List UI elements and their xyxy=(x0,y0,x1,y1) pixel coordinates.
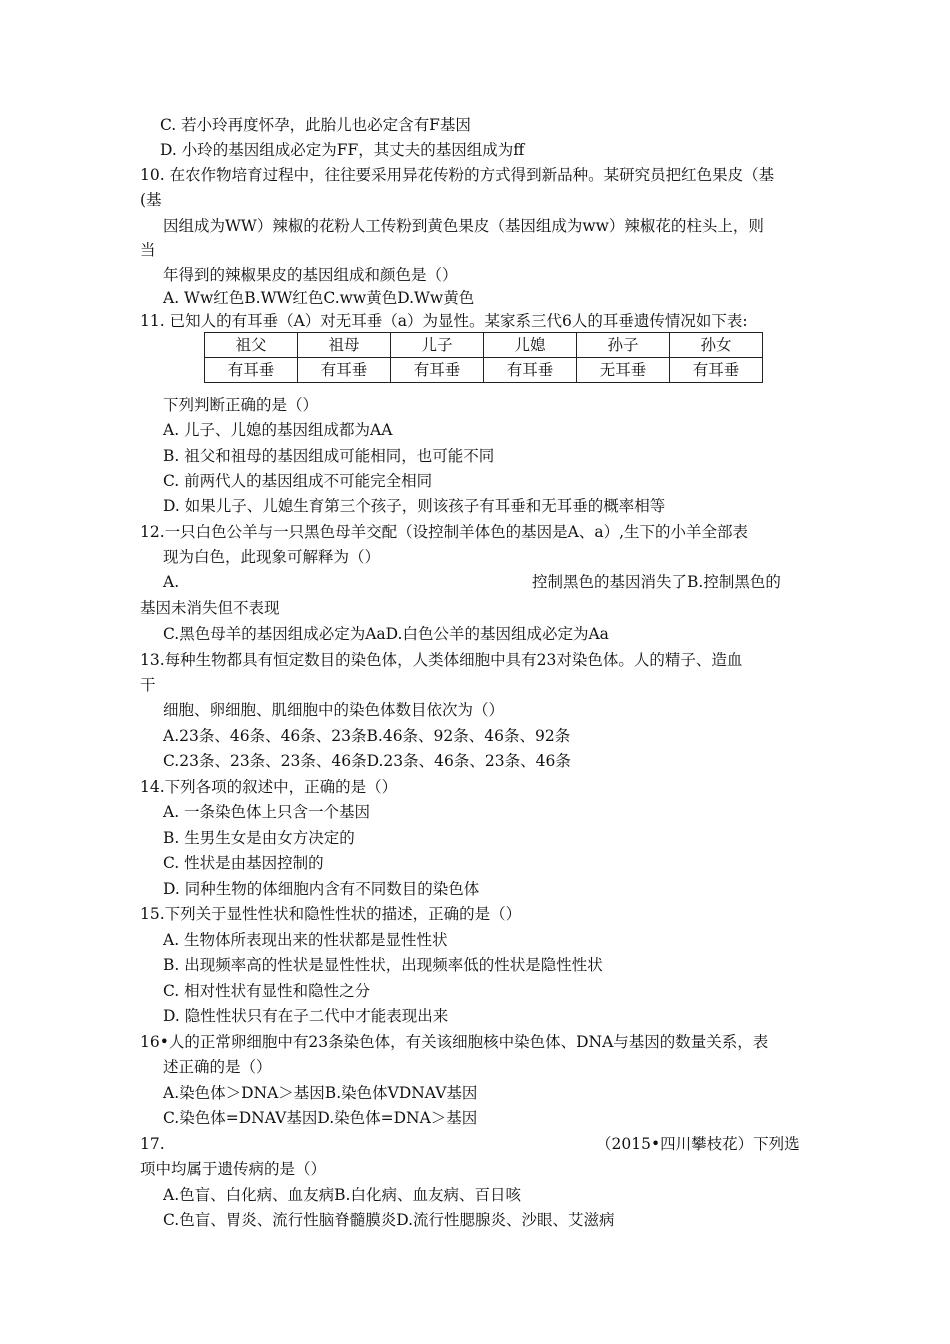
text-line: （2015•四川攀枝花）下列选 xyxy=(596,1135,800,1153)
table-header-cell: 儿子 xyxy=(391,333,484,358)
text-line: C. 相对性状有显性和隐性之分 xyxy=(163,982,371,1000)
text-line: C.染色体=DNAV基因D.染色体=DNA＞基因 xyxy=(163,1109,478,1127)
text-line: A. 儿子、儿媳的基因组成都为AA xyxy=(163,421,393,439)
text-line: 年得到的辣椒果皮的基因组成和颜色是（） xyxy=(163,266,458,284)
text-line: A. Ww红色B.WW红色C.ww黄色D.Ww黄色 xyxy=(163,289,475,307)
text-line: C.黑色母羊的基因组成必定为AaD.白色公羊的基因组成必定为Aa xyxy=(163,625,609,643)
text-line: 控制黑色的基因消失了B.控制黑色的 xyxy=(532,573,781,591)
text-line: 14.下列各项的叙述中，正确的是（） xyxy=(140,778,398,796)
text-line: 12.一只白色公羊与一只黑色母羊交配（设控制羊体色的基因是A、a）,生下的小羊全部表 xyxy=(140,523,749,541)
text-line: 下列判断正确的是（） xyxy=(163,396,319,414)
text-line: D. 隐性性状只有在子二代中才能表现出来 xyxy=(163,1007,449,1025)
table-header-cell: 祖母 xyxy=(298,333,391,358)
table-cell: 有耳垂 xyxy=(205,358,298,383)
ear-lobe-table xyxy=(204,332,763,383)
text-line: 10. 在农作物培育过程中，往往要采用异花传粉的方式得到新品种。某研究员把红色果皮（基 xyxy=(140,166,775,184)
text-line: 11. 已知人的有耳垂（A）对无耳垂（a）为显性。某家系三代6人的耳垂遗传情况如下表: xyxy=(140,312,748,330)
text-line: A. 一条染色体上只含一个基因 xyxy=(163,803,371,821)
text-line: A. xyxy=(163,573,180,591)
text-line: C.色盲、胃炎、流行性脑脊髓膜炎D.流行性腮腺炎、沙眼、艾滋病 xyxy=(163,1211,615,1229)
table-header-cell: 儿媳 xyxy=(484,333,577,358)
text-line: B. 祖父和祖母的基因组成可能相同，也可能不同 xyxy=(163,447,495,465)
text-line: 干 xyxy=(140,676,156,694)
text-line: 13.每种生物都具有恒定数目的染色体，人类体细胞中具有23对染色体。人的精子、造血 xyxy=(140,651,743,669)
text-line: B. 出现频率高的性状是显性性状，出现频率低的性状是隐性性状 xyxy=(163,956,603,974)
text-line: D. 如果儿子、儿媳生育第三个孩子，则该孩子有耳垂和无耳垂的概率相等 xyxy=(163,497,666,515)
text-line: 15.下列关于显性性状和隐性性状的描述，正确的是（） xyxy=(140,905,522,923)
text-line: C.23条、23条、23条、46条D.23条、46条、23条、46条 xyxy=(163,752,571,770)
text-line: 述正确的是（） xyxy=(163,1058,272,1076)
text-line: (基 xyxy=(140,191,162,209)
table-row xyxy=(205,358,763,383)
text-line: 基因未消失但不表现 xyxy=(140,599,280,617)
table-header-cell: 孙女 xyxy=(670,333,763,358)
text-line: 现为白色，此现象可解释为（） xyxy=(163,548,381,566)
text-line: 当 xyxy=(140,241,156,259)
table-cell: 无耳垂 xyxy=(577,358,670,383)
text-line: A.染色体＞DNA＞基因B.染色体VDNAV基因 xyxy=(163,1084,478,1102)
table-header-row xyxy=(205,333,763,358)
text-line: 项中均属于遗传病的是（） xyxy=(140,1160,327,1178)
table-header-cell: 孙子 xyxy=(577,333,670,358)
text-line: C. 前两代人的基因组成不可能完全相同 xyxy=(163,472,433,490)
text-line: C. 性状是由基因控制的 xyxy=(163,854,324,872)
text-line: 细胞、卵细胞、肌细胞中的染色体数目依次为（） xyxy=(163,701,505,719)
table-cell: 有耳垂 xyxy=(298,358,391,383)
text-line: B. 生男生女是由女方决定的 xyxy=(163,829,355,847)
text-line: A.色盲、白化病、血友病B.白化病、血友病、百日咳 xyxy=(163,1186,521,1204)
table-cell: 有耳垂 xyxy=(391,358,484,383)
text-line: A. 生物体所表现出来的性状都是显性性状 xyxy=(163,931,448,949)
table-cell: 有耳垂 xyxy=(670,358,763,383)
text-line: D. 小玲的基因组成必定为FF，其丈夫的基因组成为ff xyxy=(160,141,525,159)
table-header-cell: 祖父 xyxy=(205,333,298,358)
text-line: C. 若小玲再度怀孕，此胎儿也必定含有F基因 xyxy=(160,116,471,134)
text-line: 16•人的正常卵细胞中有23条染色体，有关该细胞核中染色体、DNA与基因的数量关系，表 xyxy=(140,1033,769,1051)
text-line: D. 同种生物的体细胞内含有不同数目的染色体 xyxy=(163,880,480,898)
text-line: 因组成为WW）辣椒的花粉人工传粉到黄色果皮（基因组成为ww）辣椒花的柱头上，则 xyxy=(163,217,764,235)
table-cell: 有耳垂 xyxy=(484,358,577,383)
text-line: 17. xyxy=(140,1135,165,1153)
text-line: A.23条、46条、46条、23条B.46条、92条、46条、92条 xyxy=(163,727,571,745)
